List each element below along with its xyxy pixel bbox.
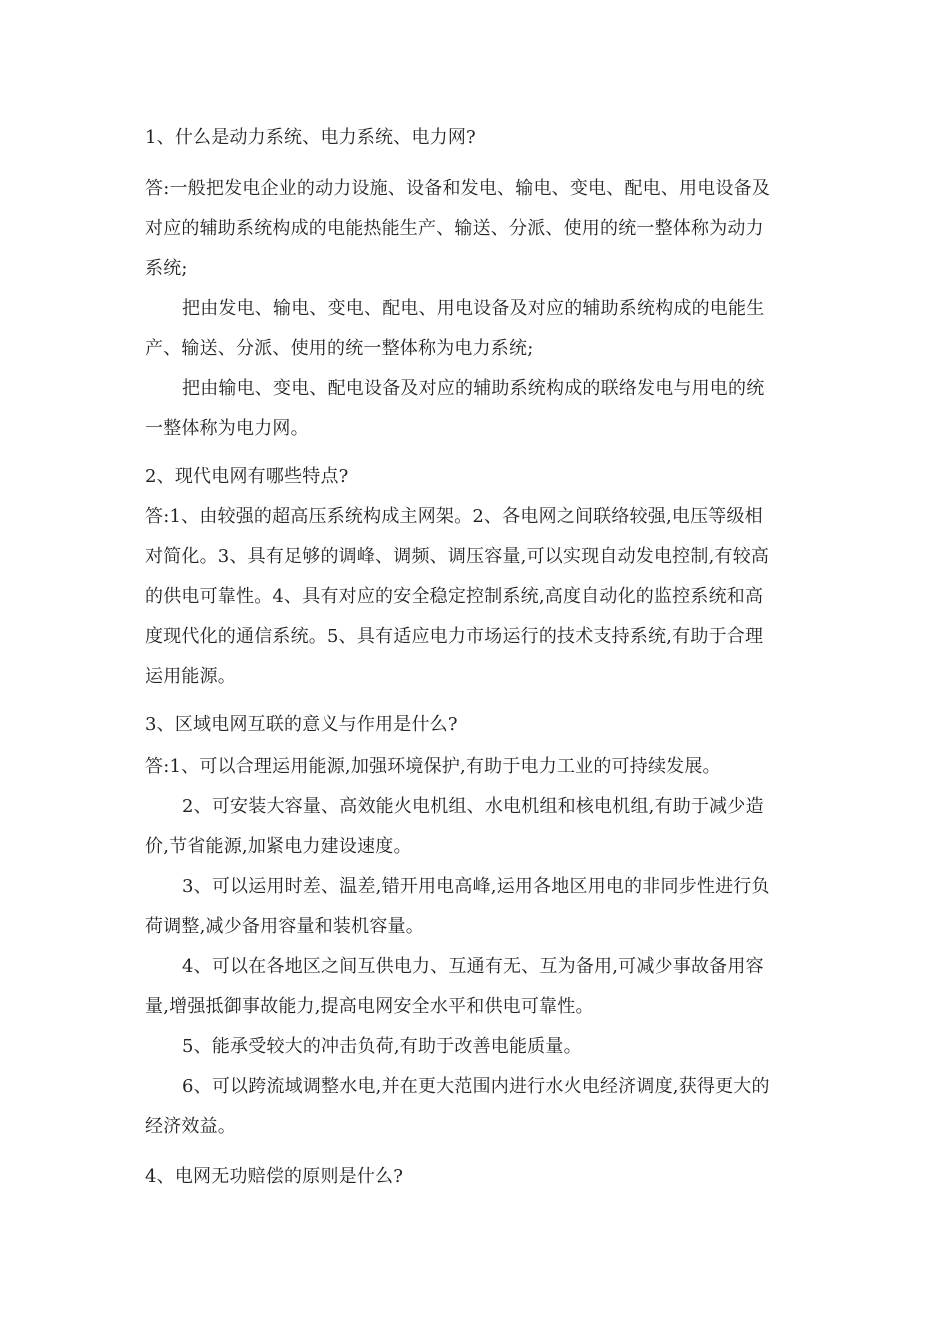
answer-3-line-4: 3、可以运用时差、温差,错开用电高峰,运用各地区用电的非同步性进行负 [182, 876, 770, 897]
answer-1-line-2: 对应的辅助系统构成的电能热能生产、输送、分派、使用的统一整体称为动力 [145, 218, 764, 239]
question-1: 1、什么是动力系统、电力系统、电力网? [145, 127, 476, 148]
answer-1-line-6: 把由输电、变电、配电设备及对应的辅助系统构成的联络发电与用电的统 [182, 378, 765, 399]
answer-2-line-3: 的供电可靠性。4、具有对应的安全稳定控制系统,高度自动化的监控系统和高 [145, 586, 764, 607]
question-3: 3、区域电网互联的意义与作用是什么? [145, 714, 458, 735]
question-4: 4、电网无功赔偿的原则是什么? [145, 1166, 404, 1187]
answer-3-line-3: 价,节省能源,加紧电力建设速度。 [145, 836, 412, 857]
answer-1-line-4: 把由发电、输电、变电、配电、用电设备及对应的辅助系统构成的电能生 [182, 298, 765, 319]
answer-3-line-8: 5、能承受较大的冲击负荷,有助于改善电能质量。 [182, 1036, 582, 1057]
answer-2-line-2: 对简化。3、具有足够的调峰、调频、调压容量,可以实现自动发电控制,有较高 [145, 546, 770, 567]
answer-3-line-1: 答:1、可以合理运用能源,加强环境保护,有助于电力工业的可持续发展。 [145, 756, 721, 777]
answer-3-line-2: 2、可安装大容量、高效能火电机组、水电机组和核电机组,有助于减少造 [182, 796, 764, 817]
answer-1-line-7: 一整体称为电力网。 [145, 418, 309, 439]
answer-1-line-5: 产、输送、分派、使用的统一整体称为电力系统; [145, 338, 534, 359]
answer-3-line-6: 4、可以在各地区之间互供电力、互通有无、互为备用,可减少事故备用容 [182, 956, 764, 977]
answer-3-line-10: 经济效益。 [145, 1116, 236, 1137]
question-2: 2、现代电网有哪些特点? [145, 466, 349, 487]
answer-1-line-3: 系统; [145, 258, 188, 279]
answer-3-line-5: 荷调整,减少备用容量和装机容量。 [145, 916, 424, 937]
answer-2-line-4: 度现代化的通信系统。5、具有适应电力市场运行的技术支持系统,有助于合理 [145, 626, 764, 647]
answer-3-line-9: 6、可以跨流域调整水电,并在更大范围内进行水火电经济调度,获得更大的 [182, 1076, 770, 1097]
answer-2-line-5: 运用能源。 [145, 666, 236, 687]
answer-3-line-7: 量,增强抵御事故能力,提高电网安全水平和供电可靠性。 [145, 996, 594, 1017]
answer-2-line-1: 答:1、由较强的超高压系统构成主网架。2、各电网之间联络较强,电压等级相 [145, 506, 763, 527]
answer-1-line-1: 答:一般把发电企业的动力设施、设备和发电、输电、变电、配电、用电设备及 [145, 178, 771, 199]
